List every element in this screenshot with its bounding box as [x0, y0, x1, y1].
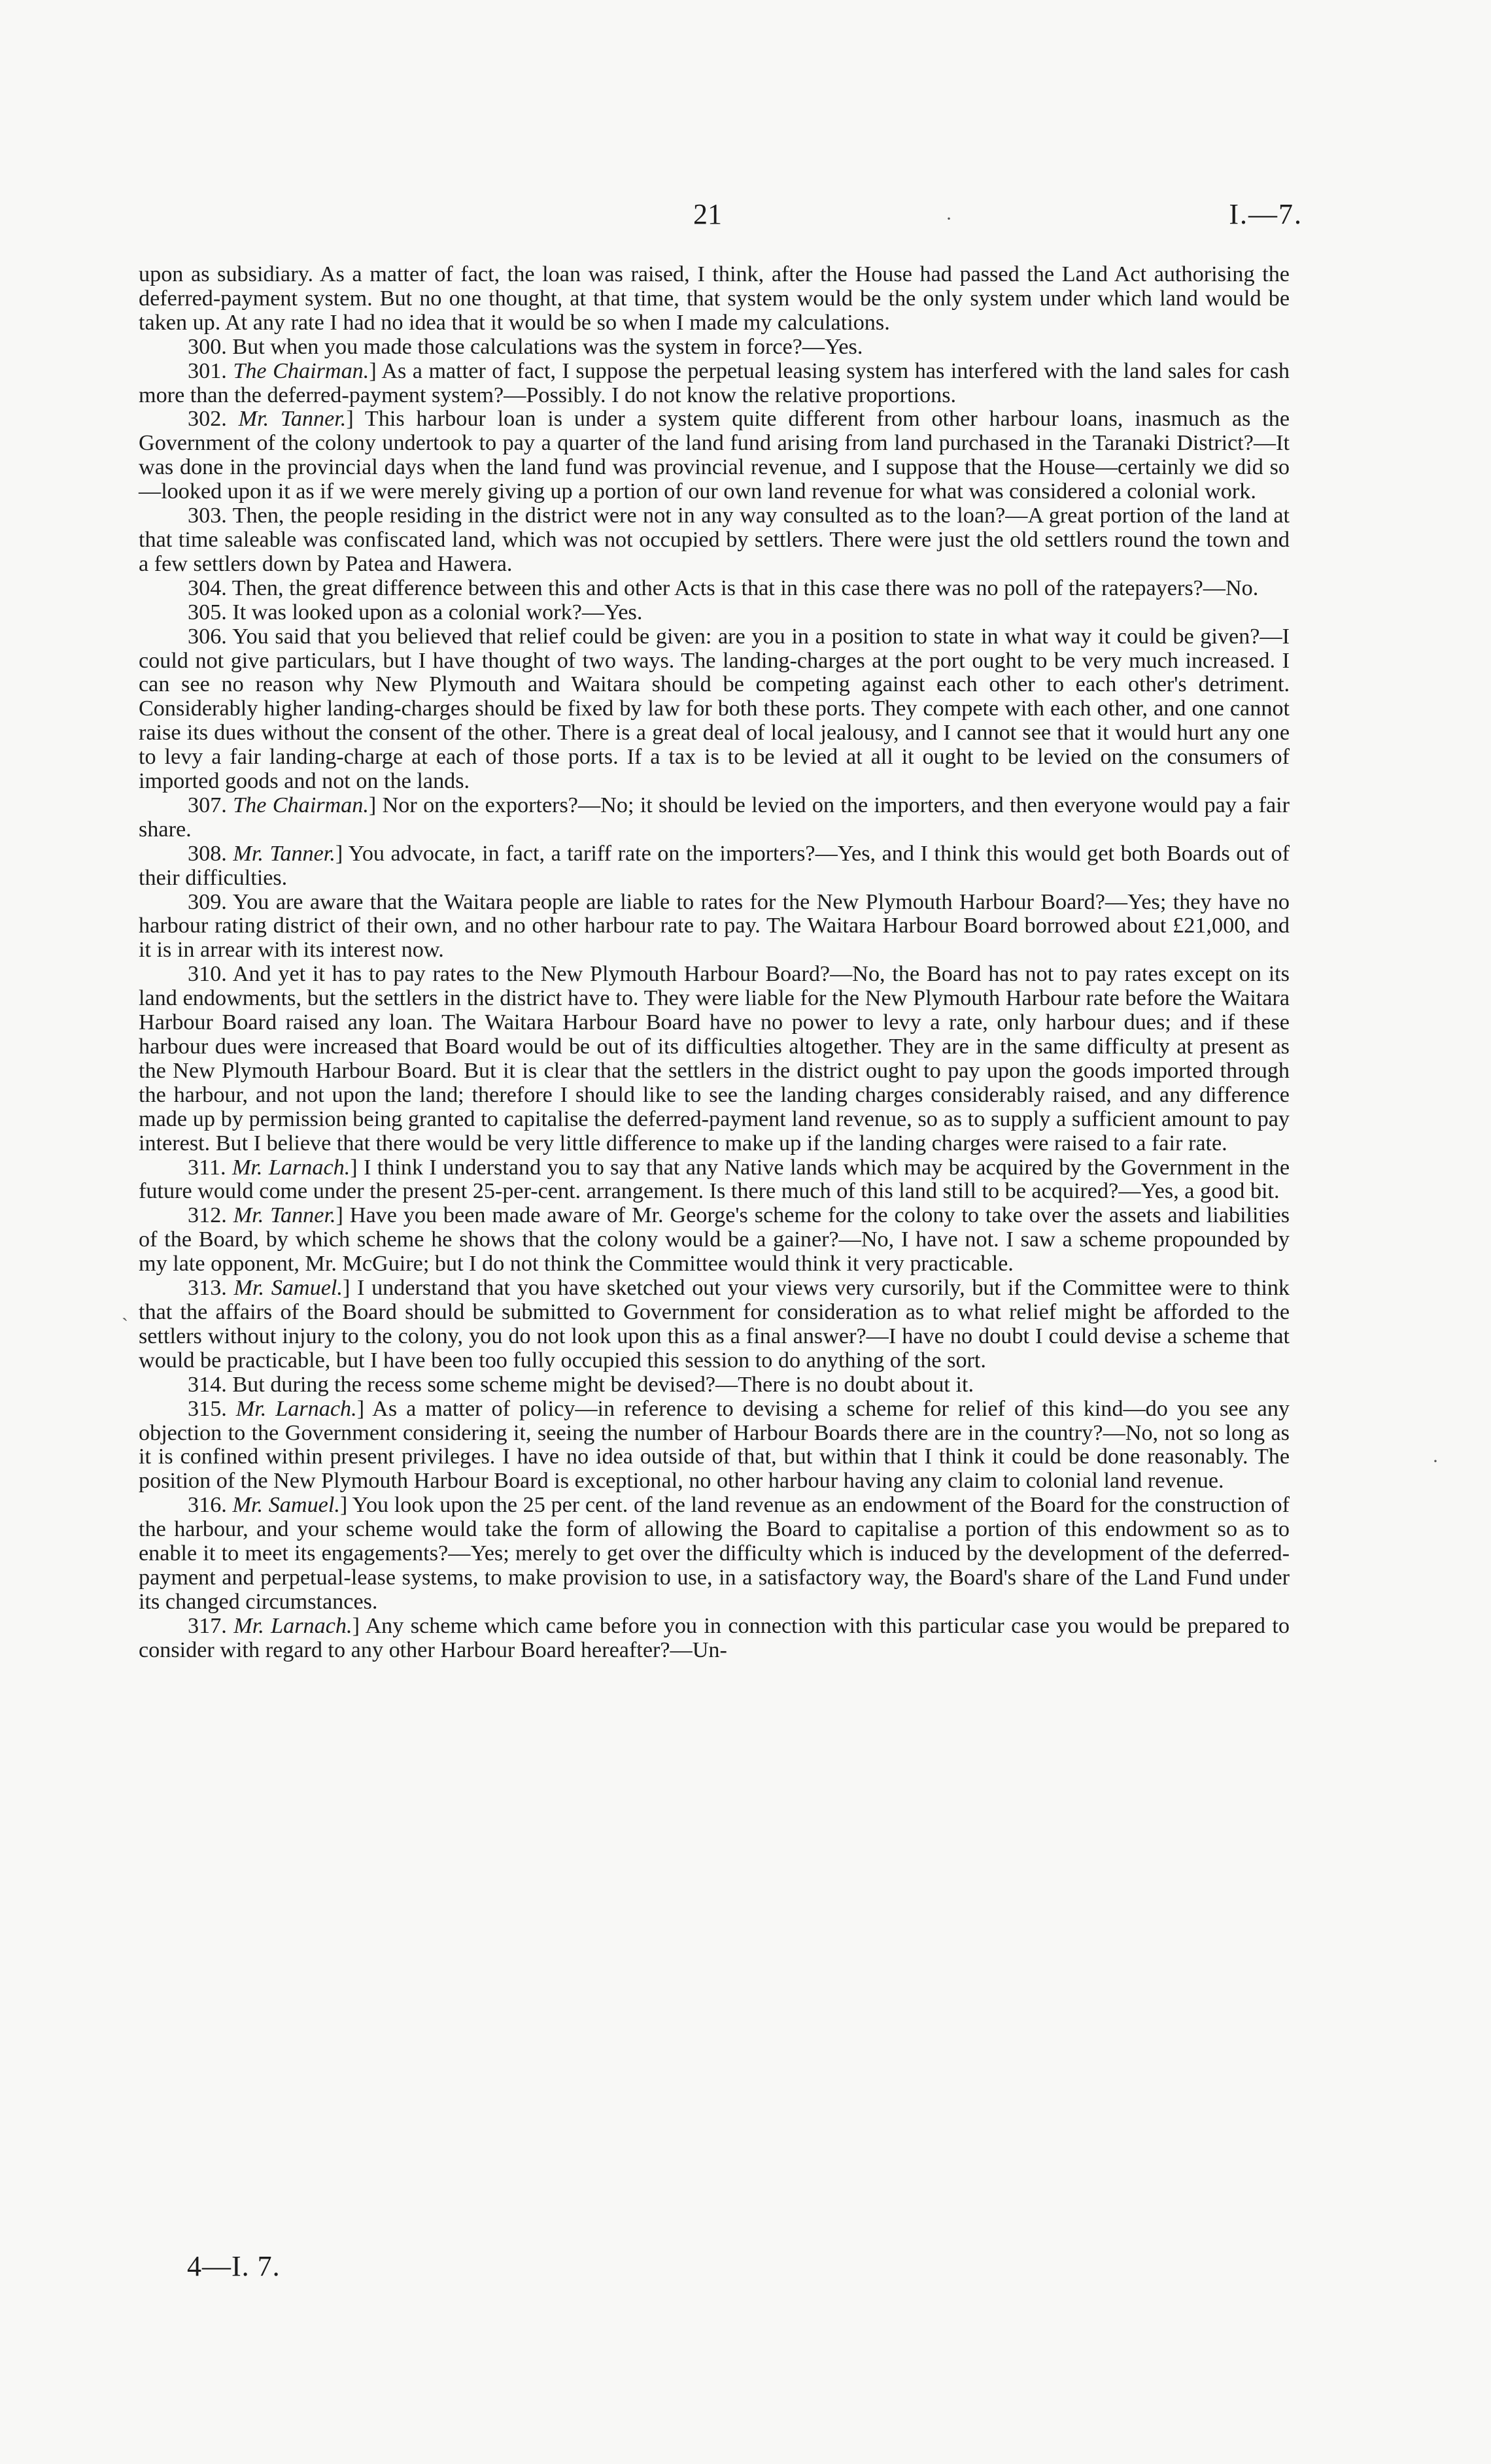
paragraph-314: 314. But during the recess some scheme might be devised?—There is no doubt about it.: [188, 1372, 974, 1397]
paragraph-305: 305. It was looked upon as a colonial work?—Yes.: [188, 600, 643, 625]
speaker-name: Mr. Larnach.: [235, 1396, 357, 1421]
speaker-name: Mr. Samuel.: [233, 1276, 343, 1301]
speaker-name: Mr. Tanner.: [233, 841, 335, 866]
speaker-name: The Chairman.: [233, 358, 369, 383]
paragraph-304: 304. Then, the great difference between this and other Acts is that in this case there was no poll of the ratepayers?—No.: [188, 575, 1259, 600]
speaker-name: Mr. Tanner.: [233, 1203, 336, 1228]
paragraph-307: 307. The Chairman.] Nor on the exporters?—No; it should be levied on the importers, and then everyone would pay a fair share.: [139, 793, 1290, 842]
speaker-name: Mr. Larnach.: [233, 1613, 352, 1638]
speaker-name: Mr. Samuel.: [232, 1493, 340, 1518]
speck-mark: ·: [946, 208, 952, 230]
paragraph-continuation: upon as subsidiary. As a matter of fact, the loan was raised, I think, after the House had passed the Land Act authorising the deferred-payment system. But no one thought, at that time, that system would be the only system under which land would be taken up. At any rate I had no idea that it would be so when I made my calculations.: [139, 262, 1290, 335]
paragraph-315: 315. Mr. Larnach.] As a matter of policy—in reference to devising a scheme for relief of this kind—do you see any objection to the Government considering it, seeing the number of Harbour Boards there are in the country?—No, not so long as it is confined within present privileges. I have no idea outside of that, but within that I think it could be done reasonably. The position of the New Plymouth Harbour Board is exceptional, no other harbour having any claim to colonial land revenue.: [139, 1396, 1290, 1494]
page-reference: I.—7.: [1229, 198, 1303, 230]
evidence-body: [139, 263, 1290, 1663]
signature-mark: 4—I. 7.: [187, 2250, 281, 2282]
paragraph-311: 311. Mr. Larnach.] I think I understand you to say that any Native lands which may be acquired by the Government in the future would come under the present 25-per-cent. arrangement. Is there much of this land still to be acquired?—Yes, a good bit.: [139, 1155, 1290, 1204]
speaker-name: Mr. Larnach.: [231, 1155, 351, 1180]
paragraph-301: 301. The Chairman.] As a matter of fact, I suppose the perpetual leasing system has interfered with the land sales for cash more than the deferred-payment system?—Possibly. I do not know the relative proportions.: [139, 358, 1290, 407]
paragraph-306: 306. You said that you believed that relief could be given: are you in a position to state in what way it could be given?—I could not give particulars, but I have thought of two ways. The landing-charges at the port ought to be very much increased. I can see no reason why New Plymouth and Waitara should be competing against each other to each other's detriment. Considerably higher landing-charges should be fixed by law for both these ports. They compete with each other, and one cannot raise its dues without the consent of the other. There is a great deal of local jealousy, and I cannot see that it would hurt any one to levy a fair landing-charge at each of those ports. If a tax is to be levied at all it ought to be levied on the consumers of imported goods and not on the lands.: [139, 624, 1290, 794]
paragraph-310: 310. And yet it has to pay rates to the New Plymouth Harbour Board?—No, the Board has not to pay rates except on its land endowments, but the settlers in the district have to. They were liable for the New Plymouth Harbour rate before the Waitara Harbour Board raised any loan. The Waitara Harbour Board have no power to levy a rate, only harbour dues; and if these harbour dues were increased that Board would be out of its difficulties altogether. They are in the same difficulty at present as the New Plymouth Harbour Board. But it is clear that the settlers in the district ought to pay upon the goods imported through the harbour, and not upon the land; therefore I should like to see the landing charges considerably raised, and any difference made up by permission being granted to capitalise the deferred-payment land revenue, so as to supply a sufficient amount to pay interest. But I believe that there would be very little difference to make up if the landing charges were raised to a fair rate.: [139, 962, 1290, 1155]
speck-mark: ·: [1432, 1450, 1439, 1472]
paragraph-317: 317. Mr. Larnach.] Any scheme which came before you in connection with this particular case you would be prepared to consider with regard to any other Harbour Board hereafter?—Un-: [139, 1613, 1290, 1662]
paragraph-313: 313. Mr. Samuel.] I understand that you have sketched out your views very cursorily, but if the Committee were to think that the affairs of the Board should be submitted to Government for consideration as to what relief might be afforded to the settlers without injury to the colony, you do not look upon this as a final answer?—I have no doubt I could devise a scheme that would be practicable, but I have been too fully occupied this session to do anything of the sort.: [139, 1276, 1290, 1373]
speaker-name: The Chairman.: [233, 793, 369, 817]
paragraph-302: 302. Mr. Tanner.] This harbour loan is under a system quite different from other harbour loans, inasmuch as the Government of the colony undertook to pay a quarter of the land fund arising from land purchased in the Taranaki District?—It was done in the provincial days when the land fund was provincial revenue, and I suppose that the House—certainly we did so—looked upon it as if we were merely giving up a portion of our own land revenue for what was considered a colonial work.: [139, 407, 1290, 504]
speck-mark: ˋ: [122, 1314, 128, 1336]
page-number: 21: [693, 198, 722, 230]
speaker-name: Mr. Tanner.: [238, 407, 347, 432]
paragraph-312: 312. Mr. Tanner.] Have you been made aware of Mr. George's scheme for the colony to take over the assets and liabilities of the Board, by which scheme he shows that the colony would be a gainer?—No, I have not. I saw a scheme propounded by my late opponent, Mr. McGuire; but I do not think the Committee would think it very practicable.: [139, 1203, 1290, 1276]
paragraph-300: 300. But when you made those calculations was the system in force?—Yes.: [188, 334, 863, 359]
paragraph-309: 309. You are aware that the Waitara people are liable to rates for the New Plymouth Harbour Board?—Yes; they have no harbour rating district of their own, and no other harbour rate to pay. The Waitara Harbour Board borrowed about £21,000, and it is in arrear with its interest now.: [139, 889, 1290, 963]
paragraph-316: 316. Mr. Samuel.] You look upon the 25 per cent. of the land revenue as an endowment of the Board for the construction of the harbour, and your scheme would take the form of allowing the Board to capitalise a portion of this endowment so as to enable it to meet its engagements?—Yes; merely to get over the difficulty which is induced by the development of the deferred-payment and perpetual-lease systems, to make provision to use, in a satisfactory way, the Board's share of the Land Fund under its changed circumstances.: [139, 1493, 1290, 1614]
paragraph-308: 308. Mr. Tanner.] You advocate, in fact, a tariff rate on the importers?—Yes, and I think this would get both Boards out of their difficulties.: [139, 841, 1290, 890]
paragraph-303: 303. Then, the people residing in the district were not in any way consulted as to the loan?—A great portion of the land at that time saleable was confiscated land, which was not occupied by settlers. There were just the old settlers round the town and a few settlers down by Patea and Hawera.: [139, 504, 1290, 576]
